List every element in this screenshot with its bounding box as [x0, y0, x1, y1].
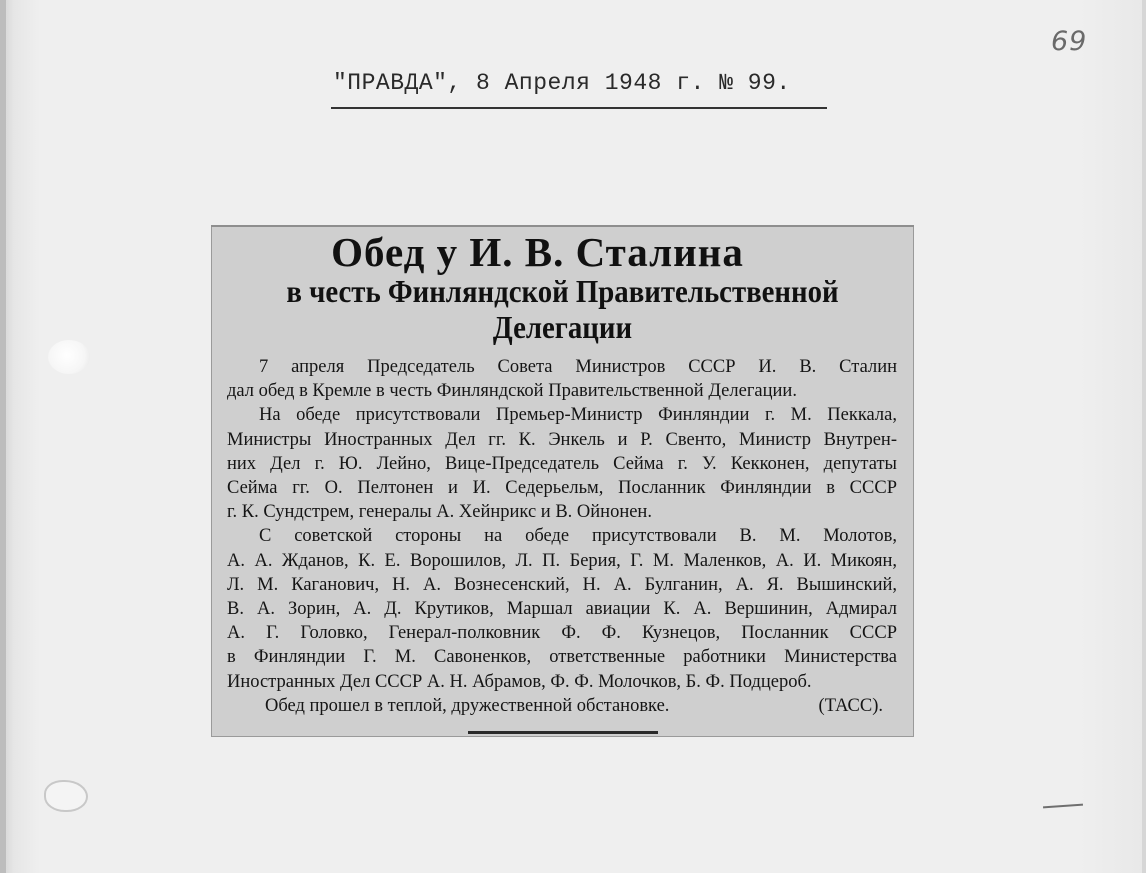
article-line: Сейма гг. О. Пелтонен и И. Седерьельм, Посланник Финляндии в СССР: [227, 478, 897, 499]
article-line: На обеде присутствовали Премьер-Министр Финляндии г. М. Пеккала,: [259, 405, 897, 426]
paper-blot: [48, 340, 90, 374]
article-line: 7 апреля Председатель Совета Министров СССР И. В. Сталин: [259, 357, 897, 377]
source-underline: [331, 107, 827, 109]
article-line: Иностранных Дел СССР А. Н. Абрамов, Ф. Ф. Молочков, Б. Ф. Подцероб.: [227, 671, 812, 692]
article-closing: [227, 694, 897, 718]
article-body: [227, 355, 897, 718]
headline-line-1: Обед у И. В. Сталина: [331, 229, 744, 275]
article-line: С советской стороны на обеде присутствовали В. М. Молотов,: [259, 526, 897, 547]
sheet-right-edge: [1142, 0, 1146, 873]
article-line: А. А. Жданов, К. Е. Ворошилов, Л. П. Берия, Г. М. Маленков, А. И. Микоян,: [227, 550, 897, 571]
article-line: в Финляндии Г. М. Савоненков, ответственные работники Министерства: [227, 647, 897, 668]
article-line: дал обед в Кремле в честь Финляндской Правительственной Делегации.: [227, 381, 797, 402]
clipping-top-rule: [211, 225, 914, 227]
page-number: 69: [1051, 26, 1088, 57]
source-citation: "ПРАВДА", 8 Апреля 1948 г. № 99.: [333, 70, 791, 96]
news-agency-credit: (ТАСС).: [818, 695, 883, 716]
article-line: В. А. Зорин, А. Д. Крутиков, Маршал авиации К. А. Вершинин, Адмирал: [227, 599, 897, 620]
article-line: них Дел г. Ю. Лейно, Вице-Председатель Сейма г. У. Кекконен, депутаты: [227, 453, 897, 474]
sheet-left-edge: [0, 0, 6, 873]
article-line: г. К. Сундстрем, генералы А. Хейнрикс и В. Ойнонен.: [227, 502, 652, 523]
headline-line-2: в честь Финляндской Правительственной: [286, 273, 839, 309]
article-line: Л. М. Каганович, Н. А. Вознесенский, Н. А. Булганин, А. Я. Вышинский,: [227, 574, 897, 595]
article-line: Министры Иностранных Дел гг. К. Энкель и Р. Свенто, Министр Внутрен-: [227, 429, 897, 450]
pencil-mark: [1043, 804, 1083, 809]
newspaper-clipping: [211, 225, 914, 737]
punch-hole-mark: [44, 780, 88, 812]
article-line: А. Г. Головко, Генерал-полковник Ф. Ф. Кузнецов, Посланник СССР: [227, 623, 897, 644]
clipping-bottom-rule: [468, 731, 658, 734]
closing-sentence: Обед прошел в теплой, дружественной обстановке.: [265, 695, 670, 716]
headline-line-3: Делегации: [492, 309, 633, 345]
